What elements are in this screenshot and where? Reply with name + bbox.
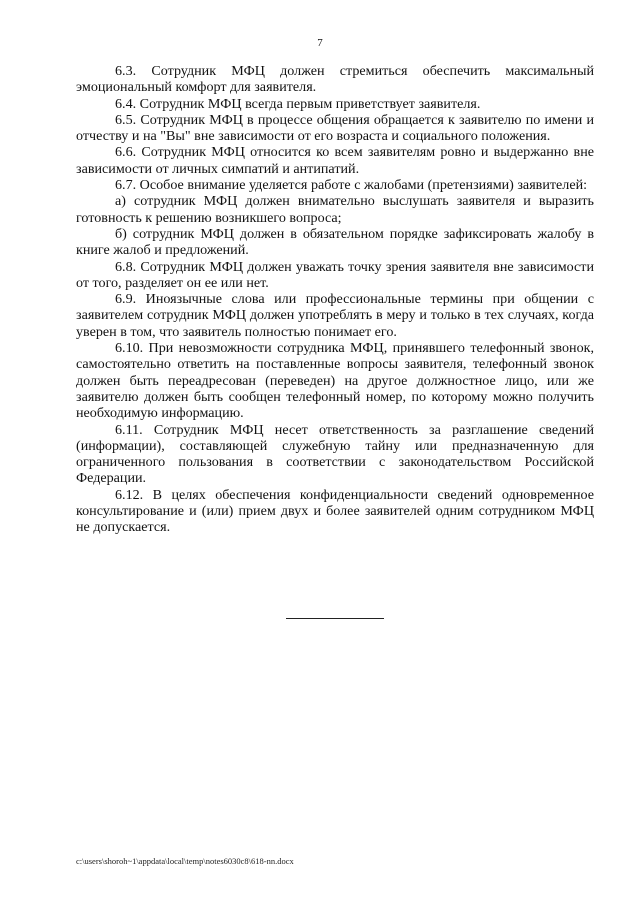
paragraph-6-11: 6.11. Сотрудник МФЦ несет ответственность за разглашение сведений (информации), составляющей служебную тайну или предназначенную для ограниченного пользования в соответствии с законодательством Российской Федерации. [76,421,594,487]
paragraph-6-3: 6.3. Сотрудник МФЦ должен стремиться обеспечить максимальный эмоциональный комфорт для заявителя. [76,63,594,96]
paragraph-6-7-b: б) сотрудник МФЦ должен в обязательном порядке зафиксировать жалобу в книге жалоб и предложений. [76,225,594,259]
paragraph-6-7-a: а) сотрудник МФЦ должен внимательно выслушать заявителя и выразить готовность к решению возникшего вопроса; [76,193,594,226]
paragraph-6-8: 6.8. Сотрудник МФЦ должен уважать точку зрения заявителя вне зависимости от того, разделяет он ее или нет. [76,258,594,291]
paragraph-6-7: 6.7. Особое внимание уделяется работе с жалобами (претензиями) заявителей: [115,177,588,194]
paragraph-6-10: 6.10. При невозможности сотрудника МФЦ, принявшего телефонный звонок, самостоятельно ответить на поставленные вопросы заявителя, телефонный звонок должен быть переадресован (переведен) на другое должностное лицо, или же заявителю должен быть сообщен телефонный номер, по которому можно получить необходимую информацию. [76,340,594,422]
paragraph-6-12: 6.12. В целях обеспечения конфиденциальности сведений одновременное консультирование и (или) прием двух и более заявителей одним сотрудником МФЦ не допускается. [76,486,594,536]
end-separator-line [286,618,384,619]
paragraph-6-9: 6.9. Иноязычные слова или профессиональные термины при общении с заявителем сотрудник МФЦ должен употреблять в меру и только в тех случаях, когда уверен в том, что заявитель полностью понимает его. [76,291,594,340]
paragraph-6-4: 6.4. Сотрудник МФЦ всегда первым приветствует заявителя. [115,95,481,112]
paragraph-6-6: 6.6. Сотрудник МФЦ относится ко всем заявителям ровно и выдержанно вне зависимости от личных симпатий и антипатий. [76,144,594,177]
page-number: 7 [317,37,323,49]
document-body [76,63,594,536]
footer-file-path: c:\users\shoroh~1\appdata\local\temp\notes6030c8\618-nn.docx [76,856,294,866]
paragraph-6-5: 6.5. Сотрудник МФЦ в процессе общения обращается к заявителю по имени и отчеству и на "Вы" вне зависимости от его возраста и социального положения. [76,111,594,145]
